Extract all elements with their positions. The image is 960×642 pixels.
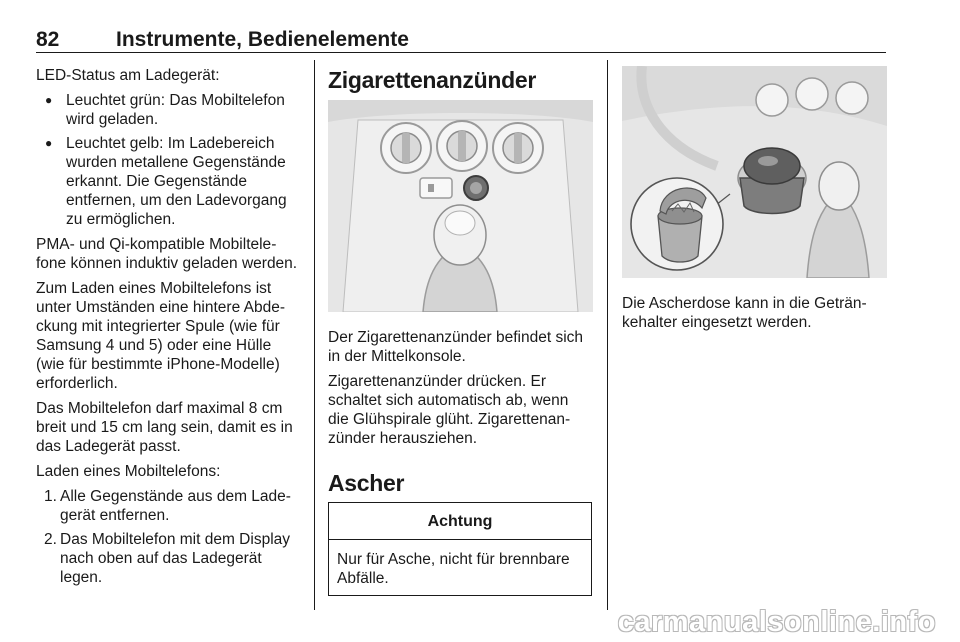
column-divider-1 xyxy=(314,60,315,610)
ashtray-cupholder-illustration xyxy=(622,66,887,278)
list-item xyxy=(36,487,301,525)
lighter-location-paragraph: Der Zigarettenanzünder befindet sich in der Mittelkonsole. xyxy=(328,329,584,365)
page-number: 82 xyxy=(36,28,60,51)
caution-title: Achtung xyxy=(329,503,591,540)
step-number: 1. xyxy=(44,488,57,505)
right-column xyxy=(622,66,887,338)
list-item: ● Leuchtet grün: Das Mobiltelefon wird geladen. xyxy=(36,91,301,129)
phone-size-paragraph: Das Mobiltelefon darf maximal 8 cm breit und 15 cm lang sein, damit es in das Ladegerät passt. xyxy=(36,400,293,455)
step-text: Das Mobiltelefon mit dem Display nach oben auf das Ladegerät legen. xyxy=(60,531,291,586)
caution-text: Nur für Asche, nicht für brennbare Abfälle. xyxy=(337,551,570,587)
cigarette-lighter-heading: Zigarettenanzünder xyxy=(328,67,537,93)
charging-steps-intro: Laden eines Mobiltelefons: xyxy=(36,463,221,480)
column-divider-2 xyxy=(607,60,608,610)
led-status-intro: LED-Status am Ladegerät: xyxy=(36,67,220,84)
charging-steps-list xyxy=(36,487,301,587)
left-column xyxy=(36,66,301,592)
page-header xyxy=(36,26,886,52)
cover-requirement-paragraph: Zum Laden eines Mobiltelefons ist unter Umständen eine hintere Abdeckung mit integrierter Spule (wie für Samsung 4 und 5) oder eine Hülle (wie für bestimmte iPhone-Modelle) erforderlich. xyxy=(36,280,286,392)
caution-notice xyxy=(328,502,592,596)
ashtray-heading: Ascher xyxy=(328,470,405,496)
step-number: 2. xyxy=(44,531,57,548)
lighter-usage-paragraph: Zigarettenanzünder drücken. Er schaltet sich automatisch ab, wenn die Glühspirale glüht. Zigarettenanzünder herausziehen. xyxy=(328,373,571,447)
ashtray-cupholder-paragraph: Die Ascherdose kann in die Getränkehalter eingesetzt werden. xyxy=(622,295,867,331)
pma-qi-paragraph: PMA- und Qi-kompatible Mobiltelefone können induktiv geladen werden. xyxy=(36,236,298,272)
watermark: carmanualsonline.info xyxy=(617,606,936,638)
list-item: ● Leuchtet gelb: Im Ladebereich wurden metallene Gegenstände erkannt. Die Gegenstände entfernen, um den Ladevorgang zu ermöglichen. xyxy=(36,134,301,229)
middle-column xyxy=(328,66,593,596)
list-item xyxy=(36,530,301,587)
led-status-list xyxy=(36,91,301,229)
center-console-lighter-illustration xyxy=(328,100,593,312)
header-rule xyxy=(36,52,886,53)
step-text: Alle Gegenstände aus dem Ladegerät entfernen. xyxy=(60,488,291,524)
chapter-title: Instrumente, Bedienelemente xyxy=(116,28,409,51)
